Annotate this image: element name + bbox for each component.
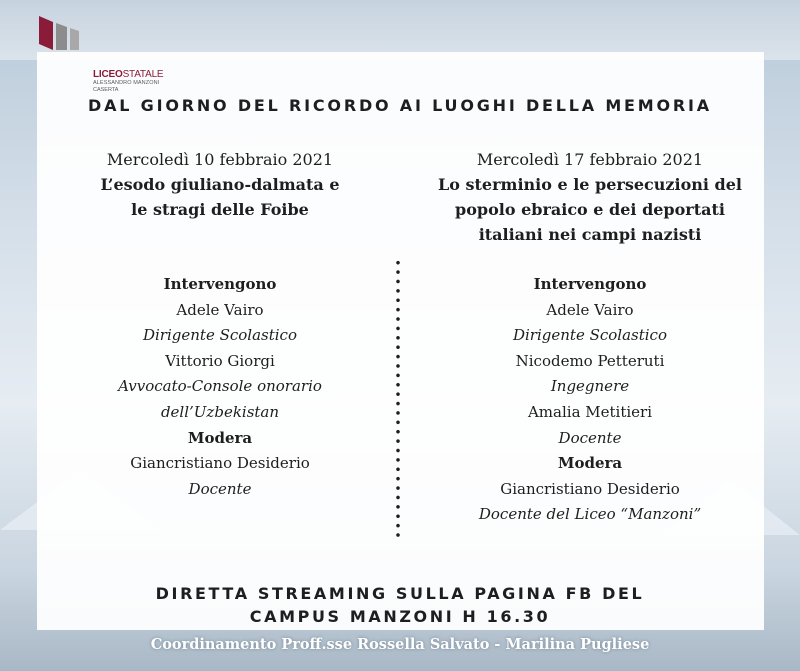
moderator-heading: Modera	[557, 454, 623, 473]
school-logo	[39, 14, 164, 96]
moderator-role: Docente del Liceo “Manzoni”	[478, 505, 702, 524]
event-right-speakers	[420, 272, 760, 528]
logo-mark-icon	[39, 14, 83, 52]
logo-city: CASERTA	[93, 86, 119, 93]
speaker-role: Dirigente Scolastico	[142, 326, 297, 345]
streaming-line-1: DIRETTA STREAMING SULLA PAGINA FB DEL	[155, 584, 645, 603]
event-left-speakers	[70, 272, 370, 502]
speaker-name: Adele Vairo	[176, 300, 264, 319]
speaker-role: Avvocato-Console onorario	[118, 377, 322, 396]
moderator-name: Giancristiano Desiderio	[500, 479, 680, 498]
streaming-notice	[0, 582, 800, 628]
speakers-heading: Intervengono	[533, 275, 647, 293]
event-right-header	[420, 147, 760, 247]
speaker-name: Vittorio Giorgi	[165, 351, 275, 370]
speaker-role: Ingegnere	[550, 377, 630, 396]
speakers-heading: Intervengono	[163, 275, 277, 293]
event-right-topic-line-1: Lo sterminio e le persecuzioni del	[438, 175, 742, 194]
speaker-role: dell’Uzbekistan	[160, 402, 280, 421]
moderator-role: Docente	[188, 479, 252, 498]
event-left-date: Mercoledì 10 febbraio 2021	[106, 150, 334, 169]
event-left-topic-line-1: L’esodo giuliano-dalmata e	[100, 175, 340, 194]
page-title: DAL GIORNO DEL RICORDO AI LUOGHI DELLA MEMORIA	[88, 96, 712, 115]
event-left-topic-line-2: le stragi delle Foibe	[131, 200, 309, 219]
logo-school-name: ALESSANDRO MANZONI	[93, 80, 160, 86]
event-left-header	[70, 147, 370, 222]
moderator-heading: Modera	[187, 428, 253, 447]
speaker-name: Amalia Metitieri	[527, 402, 653, 421]
event-right-date: Mercoledì 17 febbraio 2021	[476, 150, 704, 169]
speaker-role: Dirigente Scolastico	[512, 326, 667, 345]
speaker-role: Docente	[558, 428, 622, 447]
logo-word-statale: STATALE	[122, 69, 164, 80]
logo-word-liceo: LICEO	[93, 69, 123, 80]
dotted-divider	[396, 258, 400, 540]
event-right-topic-line-2: popolo ebraico e dei deportati	[455, 200, 725, 219]
moderator-name: Giancristiano Desiderio	[130, 454, 310, 473]
event-right-topic-line-3: italiani nei campi nazisti	[478, 225, 702, 244]
speaker-name: Adele Vairo	[546, 300, 634, 319]
logo-wordmark	[93, 70, 163, 93]
coordination-footer: Coordinamento Proff.sse Rossella Salvato - Marilina Pugliese	[150, 636, 650, 653]
speaker-name: Nicodemo Petteruti	[515, 351, 665, 370]
streaming-line-2: CAMPUS MANZONI H 16.30	[249, 607, 551, 626]
